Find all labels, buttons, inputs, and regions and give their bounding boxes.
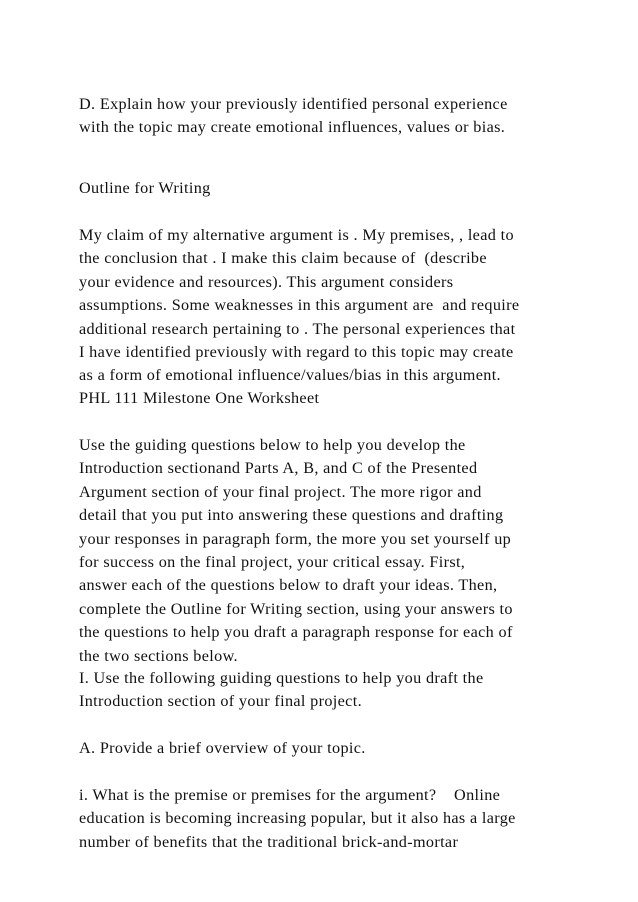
item-d-paragraph bbox=[79, 93, 619, 140]
text-line: A. Provide a brief overview of your topic. bbox=[79, 739, 366, 757]
text-line: assumptions. Some weaknesses in this argument are and require bbox=[79, 296, 520, 315]
text-line: the conclusion that . I make this claim because of (describe bbox=[79, 249, 487, 268]
text-line: I have identified previously with regard to this topic may create bbox=[79, 342, 514, 361]
text-line: I. Use the following guiding questions to help you draft the bbox=[79, 669, 484, 687]
outline-heading bbox=[79, 177, 619, 200]
text-line: answer each of the questions below to draft your ideas. Then, bbox=[79, 576, 498, 595]
text-line: for success on the final project, your critical essay. First, bbox=[79, 552, 466, 571]
text-line: the questions to help you draft a paragraph response for each of bbox=[79, 623, 513, 642]
text-line: detail that you put into answering these questions and drafting bbox=[79, 506, 504, 525]
text-line: number of benefits that the traditional brick-and-mortar bbox=[79, 832, 459, 851]
item-a-paragraph bbox=[79, 737, 619, 760]
text-line: PHL 111 Milestone One Worksheet bbox=[79, 389, 320, 407]
text-line: additional research pertaining to . The personal experiences that bbox=[79, 319, 516, 338]
text-line: D. Explain how your previously identified personal experience bbox=[79, 95, 508, 113]
text-line: Argument section of your final project. The more rigor and bbox=[79, 482, 482, 501]
text-line: Introduction section of your final project. bbox=[79, 692, 362, 711]
text-line: complete the Outline for Writing section, using your answers to bbox=[79, 599, 513, 618]
text-line: with the topic may create emotional influences, values or bias. bbox=[79, 118, 506, 137]
text-line: i. What is the premise or premises for the argument? Online bbox=[79, 786, 501, 804]
text-line: My claim of my alternative argument is . My premises, , lead to bbox=[79, 226, 514, 244]
text-line: education is becoming increasing popular, but it also has a large bbox=[79, 809, 516, 828]
item-a-i-paragraph bbox=[79, 784, 619, 854]
text-line: your responses in paragraph form, the more you set yourself up bbox=[79, 529, 512, 548]
text-line: the two sections below. bbox=[79, 646, 238, 665]
text-line: as a form of emotional influence/values/bias in this argument. bbox=[79, 366, 501, 385]
worksheet-title bbox=[79, 387, 619, 410]
text-line: Outline for Writing bbox=[79, 179, 211, 197]
instructions-paragraph bbox=[79, 434, 619, 668]
text-line: your evidence and resources). This argument considers bbox=[79, 272, 454, 291]
text-line: Introduction sectionand Parts A, B, and C of the Presented bbox=[79, 459, 478, 478]
section-i-paragraph bbox=[79, 667, 619, 714]
text-line: Use the guiding questions below to help you develop the bbox=[79, 436, 466, 454]
outline-paragraph bbox=[79, 224, 619, 388]
